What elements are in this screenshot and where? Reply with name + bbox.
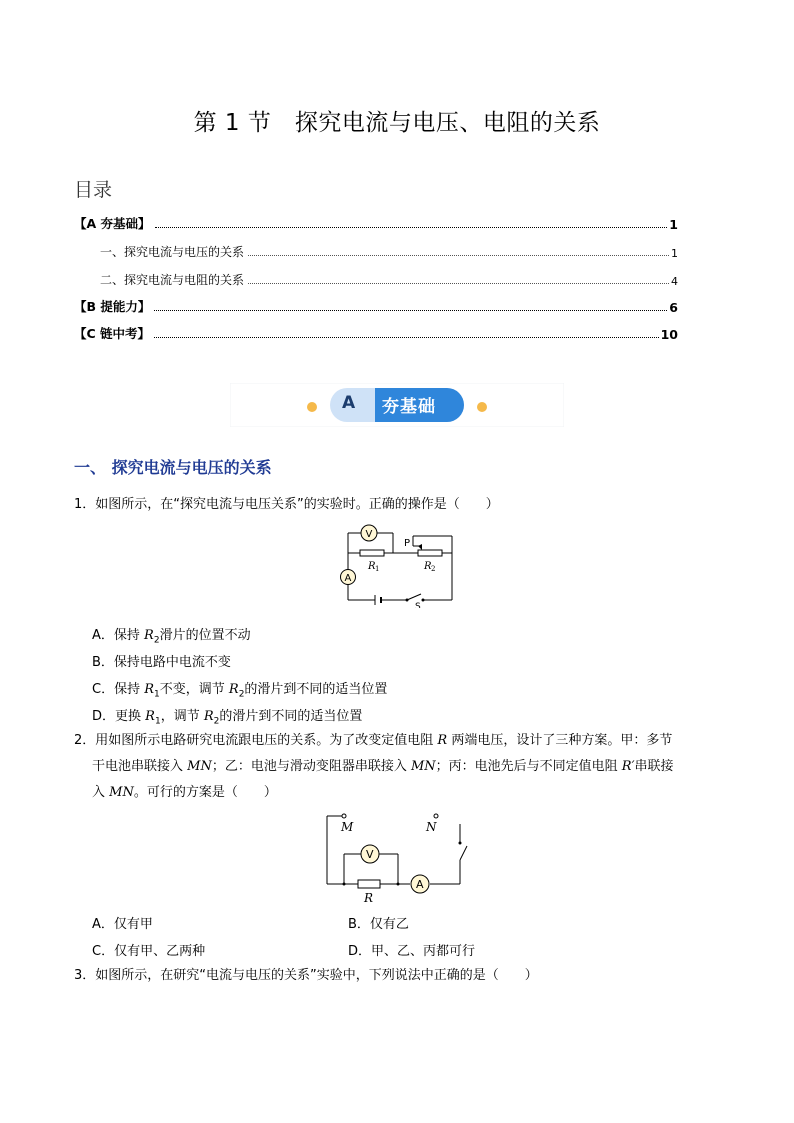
toc-leader	[155, 227, 668, 228]
var-r: R	[228, 682, 239, 697]
circuit-diagram-1	[335, 520, 460, 608]
terminal-m-label: M	[341, 820, 354, 834]
toc-item-b[interactable]	[74, 295, 678, 315]
var-r: R	[145, 709, 155, 724]
toc-item-label: 二、探究电流与电阻的关系	[100, 273, 245, 287]
q2-line-1	[74, 728, 720, 754]
toc-item-a2[interactable]	[100, 268, 678, 288]
option-text: 的滑片到不同的适当位置	[244, 682, 388, 697]
text: ；丙：电池先后与不同定值电阻	[435, 759, 622, 774]
var-r-prime: R′	[621, 759, 635, 774]
slider-label: P	[404, 538, 411, 549]
var-r: R	[144, 682, 155, 697]
option-text: 的滑片到不同的适当位置	[219, 709, 363, 724]
section-banner	[230, 383, 564, 427]
q1-option-c[interactable]	[92, 678, 387, 700]
ammeter-label: A	[416, 878, 424, 891]
toc-item-a1[interactable]	[100, 240, 678, 260]
toc-item-page: 10	[660, 327, 678, 342]
q2-line-3	[74, 780, 720, 806]
q2-line-2	[74, 754, 720, 780]
r2-label-sub: 2	[431, 565, 436, 573]
section-heading: 一、 探究电流与电压的关系	[74, 458, 272, 477]
text: 两端电压，设计了三种方案。甲：多节	[447, 733, 673, 748]
toc-item-label: 【B 提能力】	[74, 299, 151, 314]
toc-item-label: 【A 夯基础】	[74, 216, 151, 231]
toc-leader	[248, 283, 669, 284]
toc-item-a[interactable]	[74, 212, 678, 232]
text: 入	[92, 785, 110, 800]
var-sub: 2	[153, 635, 160, 646]
var-mn: MN	[109, 785, 134, 800]
terminal-n-label: N	[426, 820, 437, 834]
var-r: R	[144, 628, 154, 643]
q1-option-a[interactable]	[92, 624, 251, 646]
banner-letter: A	[342, 393, 356, 413]
q2-option-c[interactable]: C．仅有甲、乙两种	[92, 944, 206, 959]
circuit-diagram-2	[320, 808, 470, 908]
var-mn: MN	[187, 759, 212, 774]
option-text: 不变，调节	[159, 682, 229, 697]
toc-item-page: 4	[671, 275, 678, 288]
var-mn: MN	[410, 759, 436, 774]
toc-item-label: 一、探究电流与电压的关系	[100, 245, 245, 259]
ammeter-label: A	[344, 573, 352, 584]
toc-item-label: 【C 链中考】	[74, 326, 151, 341]
toc-leader	[154, 310, 667, 311]
question-1-stem: 1．如图所示，在“探究电流与电压关系”的实验时。正确的操作是（ ）	[74, 497, 499, 512]
resistor-r-label: R	[364, 891, 374, 905]
var-sub: 1	[154, 689, 160, 700]
q1-option-b[interactable]: B．保持电路中电流不变	[92, 655, 231, 670]
toc-item-page: 1	[671, 247, 678, 260]
toc-item-page: 6	[669, 300, 678, 315]
var-r: R	[203, 709, 214, 724]
q2-option-a[interactable]: A．仅有甲	[92, 917, 153, 932]
switch-label: S	[415, 602, 421, 608]
q2-option-d[interactable]: D．甲、乙、丙都可行	[348, 944, 476, 959]
text: 。可行的方案是（ ）	[133, 785, 277, 800]
text: 串联接	[634, 759, 674, 774]
voltmeter-label: V	[366, 848, 374, 861]
option-text: D．更换	[92, 709, 146, 724]
toc-leader	[248, 255, 669, 256]
var-sub: 1	[154, 716, 161, 727]
toc-leader	[154, 337, 659, 338]
toc-item-c[interactable]	[74, 322, 678, 342]
option-text: 滑片的位置不动	[159, 628, 251, 643]
q1-option-d[interactable]	[92, 705, 362, 727]
option-text: ，调节	[160, 709, 204, 724]
page-title: 第 1 节 探究电流与电压、电阻的关系	[193, 110, 601, 136]
q2-option-b[interactable]: B．仅有乙	[348, 917, 409, 932]
text: 干电池串联接入	[92, 759, 188, 774]
toc-heading: 目录	[74, 179, 113, 201]
text: ；乙：电池与滑动变阻器串联接入	[211, 759, 411, 774]
r2-label: R	[424, 561, 432, 572]
question-3-stem: 3．如图所示，在研究“电流与电压的关系”实验中，下列说法中正确的是（ ）	[74, 968, 538, 983]
voltmeter-label: V	[365, 529, 373, 540]
text: 2．用如图所示电路研究电流跟电压的关系。为了改变定值电阻	[74, 733, 438, 748]
var-sub: 2	[213, 716, 220, 727]
toc-item-page: 1	[669, 217, 678, 232]
r1-label: R	[368, 561, 376, 572]
var-r: R	[437, 733, 448, 748]
option-text: A．保持	[92, 628, 145, 643]
r1-label-sub: 1	[375, 565, 380, 573]
option-text: C．保持	[92, 682, 145, 697]
banner-text: 夯基础	[382, 397, 436, 417]
var-sub: 2	[238, 689, 245, 700]
question-2-stem	[74, 728, 720, 806]
